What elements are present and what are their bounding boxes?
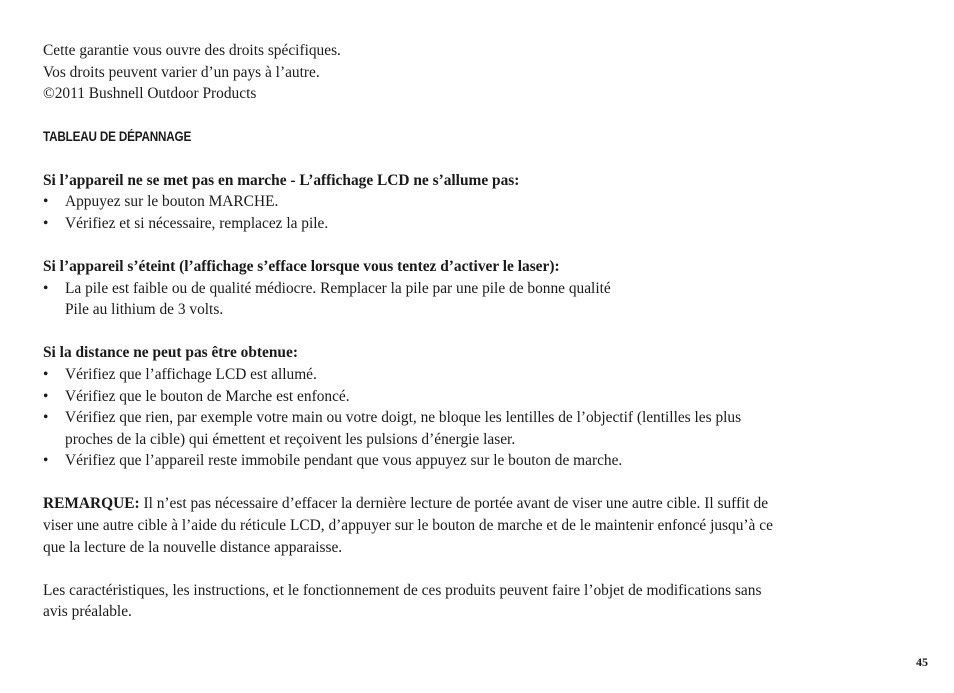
section-1-heading: Si l’appareil ne se met pas en marche - L’affichage LCD ne s’allume pas: — [43, 171, 520, 189]
list-item-text: Vérifiez que le bouton de Marche est enfoncé. — [65, 387, 350, 405]
note-line-3: que la lecture de la nouvelle distance apparaisse. — [43, 538, 343, 556]
list-item — [43, 450, 912, 472]
bullet-icon: • — [43, 452, 49, 470]
warranty-line-1: Cette garantie vous ouvre des droits spécifiques. — [43, 42, 341, 59]
disclaimer-line-1: Les caractéristiques, les instructions, et le fonctionnement de ces produits peuvent faire l’objet de modifications sans — [43, 581, 762, 599]
list-item — [43, 278, 912, 300]
bullet-icon: • — [43, 279, 49, 297]
list-item-text: Vérifiez que l’appareil reste immobile pendant que vous appuyez sur le bouton de marche. — [65, 452, 623, 470]
disclaimer-line-2: avis préalable. — [43, 603, 132, 621]
note-paragraph — [43, 493, 912, 515]
list-item-continuation: Pile au lithium de 3 volts. — [65, 301, 224, 319]
bullet-icon: • — [43, 409, 49, 427]
list-item-text: Vérifiez que rien, par exemple votre main ou votre doigt, ne bloque les lentilles de l’objectif (lentilles les plus — [65, 409, 742, 427]
section-3-heading: Si la distance ne peut pas être obtenue: — [43, 344, 298, 362]
copyright-line: ©2011 Bushnell Outdoor Products — [43, 85, 257, 103]
list-item — [43, 386, 912, 408]
list-item-text: Appuyez sur le bouton MARCHE. — [65, 193, 279, 211]
list-item-text: La pile est faible ou de qualité médiocre. Remplacer la pile par une pile de bonne qualité — [65, 279, 611, 297]
list-item-text: Vérifiez et si nécessaire, remplacez la pile. — [65, 214, 329, 232]
note-line-2: viser une autre cible à l’aide du réticule LCD, d’appuyer sur le bouton de marche et de le maintenir enfoncé jusqu’à ce — [43, 517, 773, 535]
note-label: REMARQUE: — [43, 495, 140, 513]
page-number: 45 — [916, 655, 928, 669]
list-item-text: Vérifiez que l’affichage LCD est allumé. — [65, 365, 317, 383]
list-item — [43, 191, 912, 213]
bullet-icon: • — [43, 193, 49, 211]
list-item — [43, 407, 912, 429]
page-content — [43, 40, 912, 623]
troubleshooting-title: TABLEAU DE DÉPANNAGE — [43, 129, 192, 145]
list-item — [43, 213, 912, 235]
bullet-icon: • — [43, 387, 49, 405]
bullet-icon: • — [43, 214, 49, 232]
section-2-heading: Si l’appareil s’éteint (l’affichage s’efface lorsque vous tentez d’activer le laser): — [43, 257, 560, 275]
list-item-continuation: proches de la cible) qui émettent et reçoivent les pulsions d’énergie laser. — [65, 430, 516, 448]
warranty-line-2: Vos droits peuvent varier d’un pays à l’autre. — [43, 63, 320, 81]
list-item — [43, 364, 912, 386]
note-line-1: Il n’est pas nécessaire d’effacer la dernière lecture de portée avant de viser une autre cible. Il suffit de — [139, 495, 769, 513]
bullet-icon: • — [43, 365, 49, 383]
